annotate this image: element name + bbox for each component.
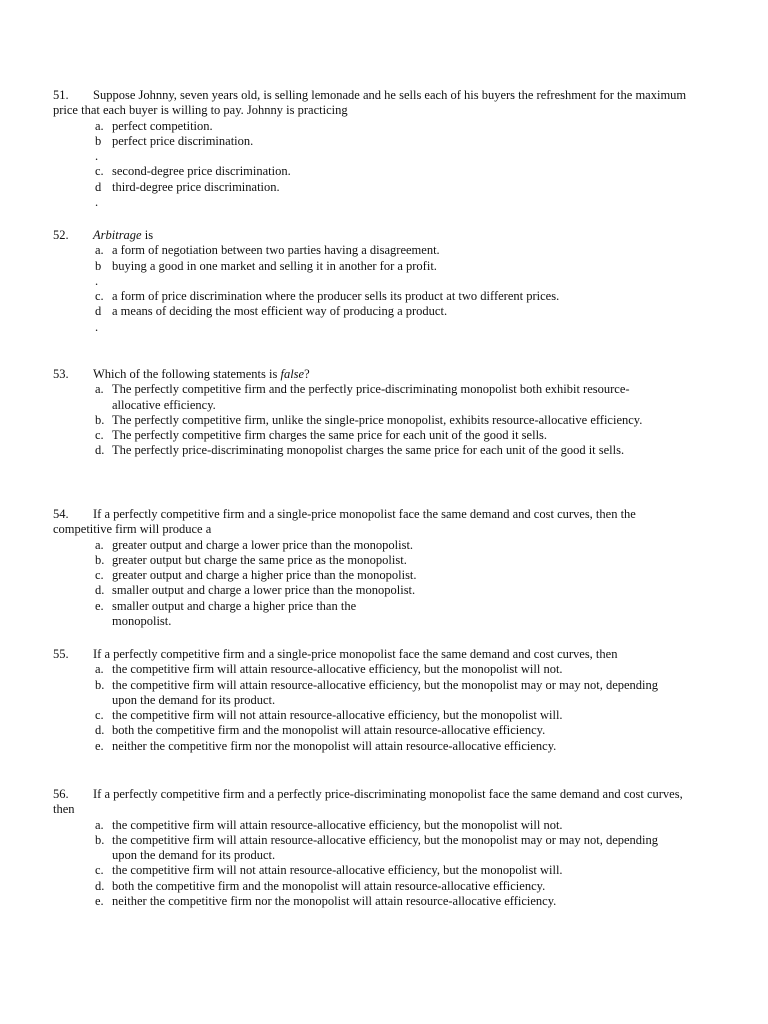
answer-choice: [95, 739, 672, 754]
choice-letter: d.: [95, 723, 105, 738]
choice-text: perfect competition.: [112, 118, 213, 133]
answer-choices: [95, 538, 693, 630]
choice-letter: d: [95, 304, 102, 319]
choice-text: buying a good in one market and selling it in another for a profit.: [112, 258, 437, 273]
dot-mark: .: [95, 273, 99, 288]
question-number: 55.: [53, 647, 69, 661]
choice-letter: d: [95, 179, 102, 194]
choice-text: third-degree price discrimination.: [112, 179, 280, 194]
question-text: Which of the following statements is: [93, 367, 281, 381]
question-number: 53.: [53, 367, 69, 381]
choice-text: greater output and charge a higher price than the monopolist.: [112, 568, 417, 583]
answer-choice: [95, 678, 672, 709]
question-stem: [53, 647, 693, 662]
choice-letter: b: [95, 258, 102, 273]
choice-letter: b.: [95, 552, 105, 567]
question-55: [53, 647, 693, 754]
choice-letter: b: [95, 133, 102, 148]
question-stem: [53, 507, 693, 538]
choice-letter: e.: [95, 894, 104, 909]
choice-text: the competitive firm will attain resource-allocative efficiency, but the monopolist may or may not, depending upon the demand for its product.: [112, 677, 659, 707]
choice-letter: c.: [95, 164, 104, 179]
answer-choice: [95, 428, 672, 443]
choice-text: greater output and charge a lower price than the monopolist.: [112, 537, 414, 552]
answer-choice: [95, 243, 672, 258]
choice-letter: c.: [95, 863, 104, 878]
answer-choice: [95, 583, 672, 598]
question-text: is: [141, 228, 154, 242]
answer-choices: [95, 382, 693, 458]
answer-choice: [95, 662, 672, 677]
answer-choice: [95, 708, 672, 723]
answer-choice: [95, 833, 672, 864]
question-text-end: ?: [304, 367, 310, 381]
question-text: If a perfectly competitive firm and a perfectly price-discriminating monopolist face the same demand and cost curves, then: [53, 787, 683, 817]
answer-choice: [95, 164, 672, 179]
answer-choice: [95, 538, 672, 553]
dot-mark: .: [95, 319, 99, 334]
answer-choices: [95, 662, 693, 754]
choice-text: the competitive firm will attain resource-allocative efficiency, but the monopolist may or may not, depending upon the demand for its product.: [112, 832, 659, 863]
choice-letter: b.: [95, 677, 105, 692]
choice-letter: e.: [95, 598, 104, 613]
question-stem: [53, 228, 693, 243]
answer-choice: [95, 382, 672, 413]
answer-choices: [95, 119, 693, 211]
choice-letter: b.: [95, 832, 105, 847]
choice-letter: e.: [95, 738, 104, 753]
choice-text: a means of deciding the most efficient way of producing a product.: [112, 304, 448, 319]
choice-text: both the competitive firm and the monopolist will attain resource-allocative efficiency.: [112, 723, 546, 738]
choice-letter: a.: [95, 817, 104, 832]
answer-choice: [95, 553, 672, 568]
answer-choice: [95, 304, 672, 319]
choice-text: neither the competitive firm nor the monopolist will attain resource-allocative efficiency.: [112, 894, 557, 909]
choice-letter: c.: [95, 428, 104, 443]
choice-letter: a.: [95, 662, 104, 677]
choice-letter: d.: [95, 443, 105, 458]
question-number: 56.: [53, 787, 69, 801]
choice-text: second-degree price discrimination.: [112, 164, 291, 179]
answer-choice: [95, 723, 672, 738]
question-53: [53, 367, 693, 459]
choice-letter: c.: [95, 568, 104, 583]
choice-text: the competitive firm will not attain resource-allocative efficiency, but the monopolist will.: [112, 863, 563, 878]
question-stem: [53, 367, 693, 382]
choice-letter: c.: [95, 708, 104, 723]
choice-letter: d.: [95, 583, 105, 598]
question-text-italic: Arbitrage: [93, 228, 142, 242]
answer-choice: [95, 134, 672, 149]
choice-letter: b.: [95, 412, 105, 427]
choice-text: the competitive firm will not attain resource-allocative efficiency, but the monopolist will.: [112, 708, 563, 723]
question-52: [53, 228, 693, 335]
question-stem: [53, 88, 693, 119]
choice-text: smaller output and charge a higher price than the monopolist.: [112, 598, 357, 629]
question-number: 52.: [53, 228, 69, 242]
answer-choice: [95, 599, 402, 630]
choice-text: greater output but charge the same price as the monopolist.: [112, 552, 407, 567]
choice-text: The perfectly price-discriminating monopolist charges the same price for each unit of the good it sells.: [112, 443, 625, 458]
answer-choice: [95, 894, 672, 909]
choice-text: The perfectly competitive firm charges the same price for each unit of the good it sells.: [112, 428, 548, 443]
choice-text: the competitive firm will attain resource-allocative efficiency, but the monopolist will not.: [112, 662, 563, 677]
choice-letter: a.: [95, 243, 104, 258]
choice-text: both the competitive firm and the monopolist will attain resource-allocative efficiency.: [112, 878, 546, 893]
choice-text: neither the competitive firm nor the monopolist will attain resource-allocative efficiency.: [112, 738, 557, 753]
choice-text: perfect price discrimination.: [112, 133, 254, 148]
question-number: 51.: [53, 88, 69, 102]
answer-choice: [95, 568, 672, 583]
question-51: [53, 88, 693, 210]
answer-choices: [95, 243, 693, 335]
choice-letter: c.: [95, 289, 104, 304]
choice-text: The perfectly competitive firm, unlike the single-price monopolist, exhibits resource-allocative efficiency.: [112, 412, 643, 427]
question-56: [53, 787, 693, 909]
question-54: [53, 507, 693, 629]
choice-letter: a.: [95, 537, 104, 552]
answer-choice: [95, 818, 672, 833]
answer-choices: [95, 818, 693, 910]
choice-letter: a.: [95, 118, 104, 133]
answer-choice: [95, 863, 672, 878]
question-text: Suppose Johnny, seven years old, is selling lemonade and he sells each of his buyers the refreshment for the maximum price that each buyer is willing to pay. Johnny is practicing: [53, 88, 687, 118]
dot-mark: .: [95, 195, 99, 210]
answer-choice: [95, 289, 582, 304]
answer-choice: [95, 180, 672, 195]
choice-text: the competitive firm will attain resource-allocative efficiency, but the monopolist will not.: [112, 817, 563, 832]
choice-text: a form of price discrimination where the producer sells its product at two different prices.: [112, 289, 560, 304]
answer-choice: [95, 259, 672, 274]
choice-letter: a.: [95, 382, 104, 397]
question-number: 54.: [53, 507, 69, 521]
answer-choice: [95, 879, 672, 894]
answer-choice: [95, 413, 672, 428]
choice-letter: d.: [95, 878, 105, 893]
dot-mark: .: [95, 149, 99, 164]
choice-text: The perfectly competitive firm and the perfectly price-discriminating monopolist both exhibit resource-allocative efficiency.: [112, 382, 630, 412]
question-text-italic: false: [280, 367, 305, 381]
answer-choice: [95, 119, 672, 134]
question-text: If a perfectly competitive firm and a single-price monopolist face the same demand and cost curves, then the competitive firm will produce a: [53, 507, 636, 537]
choice-text: a form of negotiation between two parties having a disagreement.: [112, 243, 440, 258]
question-stem: [53, 787, 693, 818]
question-text: If a perfectly competitive firm and a single-price monopolist face the same demand and cost curves, then: [93, 647, 618, 661]
answer-choice: [95, 443, 672, 458]
choice-text: smaller output and charge a lower price than the monopolist.: [112, 583, 416, 598]
